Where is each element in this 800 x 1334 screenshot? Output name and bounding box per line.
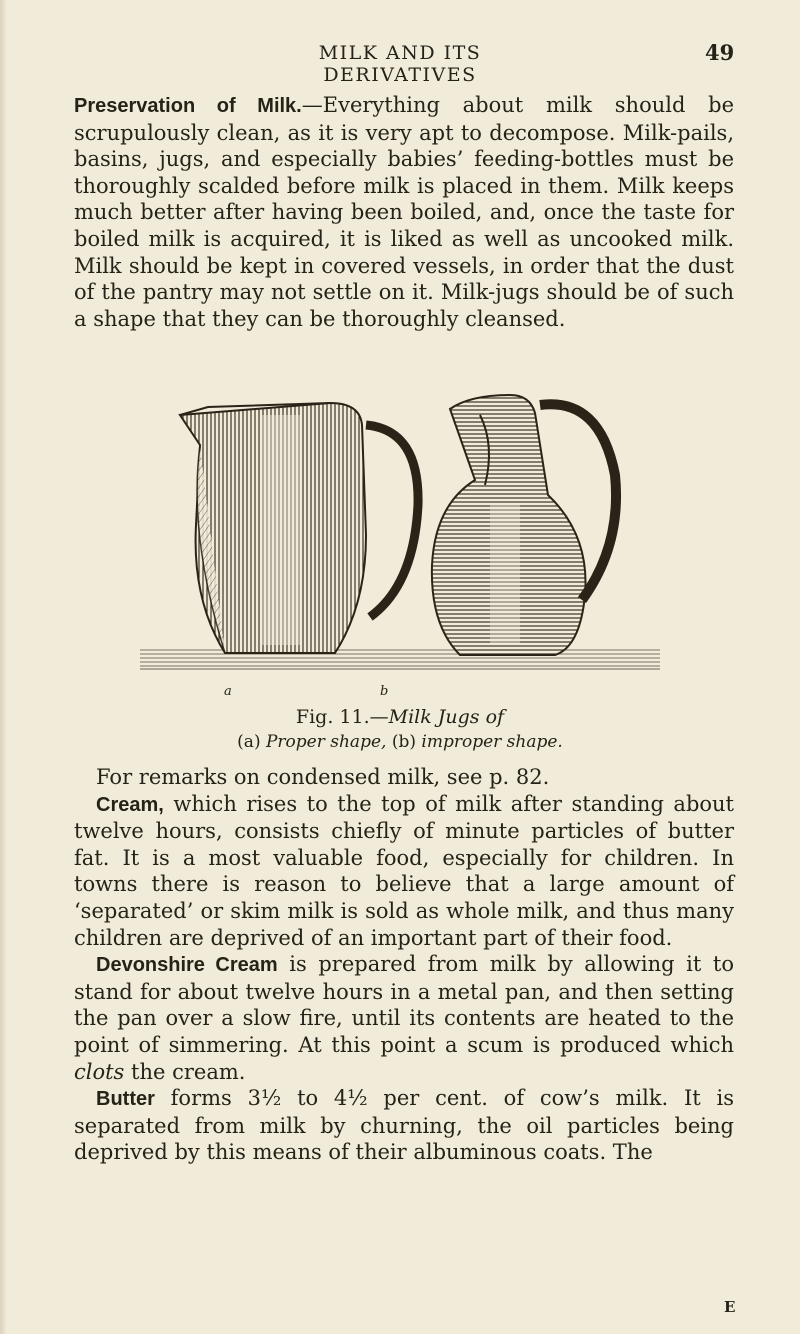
jug-a-proper-shape	[180, 403, 418, 653]
figure-label-a: a	[224, 684, 232, 699]
devonshire-italic: clots	[74, 1059, 125, 1084]
figure-caption-prefix: Fig. 11.—	[295, 706, 389, 728]
devonshire-heading: Devonshire Cream	[96, 954, 278, 977]
devonshire-paragraph	[74, 951, 734, 1085]
signature-mark: E	[724, 1298, 736, 1316]
figure-caption	[0, 706, 800, 728]
cream-paragraph	[74, 791, 734, 952]
butter-paragraph	[74, 1085, 734, 1166]
sub-b-text: improper shape.	[421, 732, 563, 752]
sub-a-marker: (a)	[237, 732, 261, 752]
figure-caption-title: Milk Jugs of	[388, 706, 505, 728]
page-number: 49	[705, 40, 735, 65]
sub-b-marker: (b)	[391, 732, 416, 752]
cream-heading: Cream,	[96, 793, 164, 816]
figure-subcaption	[0, 732, 800, 752]
butter-text: forms 3½ to 4½ per cent. of cow’s milk. It is separated from milk by churning, the oil particles being deprived by this means of their albuminous coats. The	[74, 1086, 734, 1165]
preservation-text: —Everything about milk should be scrupulously clean, as it is very apt to decompose. Milk-pails, basins, jugs, and especially babies’ feeding-bottles must be thoroughly scalded before milk is placed in them. Milk keeps much better after having been boiled, and, once the taste for boiled milk is acquired, it is liked as well as uncooked milk. Milk should be kept in covered vessels, in order that the dust of the pantry may not settle on it. Milk-jugs should be of such a shape that they can be thoroughly cleansed.	[74, 93, 735, 331]
ground-shadow	[140, 647, 660, 669]
preservation-heading: Preservation of Milk.	[74, 95, 302, 117]
cream-text: which rises to the top of milk after standing about twelve hours, consists chiefly of minute particles of butter fat. It is a most valuable food, especially for children. In towns there is reason to believe that a large amount of ‘separated’ or skim milk is sold as whole milk, and thus many children are deprived of an important part of their food.	[74, 791, 734, 950]
condensed-paragraph: For remarks on condensed milk, see p. 82.	[96, 765, 550, 789]
running-header: MILK AND ITS DERIVATIVES	[318, 42, 482, 86]
figure-label-b: b	[380, 684, 389, 699]
page-edge	[0, 0, 6, 1334]
jug-b-improper-shape	[432, 395, 616, 655]
devonshire-text-after: the cream.	[124, 1059, 246, 1084]
butter-heading: Butter	[96, 1088, 155, 1111]
body-paragraphs	[74, 764, 734, 1166]
preservation-paragraph	[74, 92, 734, 332]
sub-a-text: Proper shape,	[265, 732, 387, 752]
devonshire-text-before: is prepared from milk by allowing it to stand for about twelve hours in a metal pan, and then setting the pan over a slow fire, until its contents are heated to the point of simmering. At this point a scum is produced which	[74, 952, 734, 1057]
milk-jugs-illustration	[130, 385, 670, 685]
